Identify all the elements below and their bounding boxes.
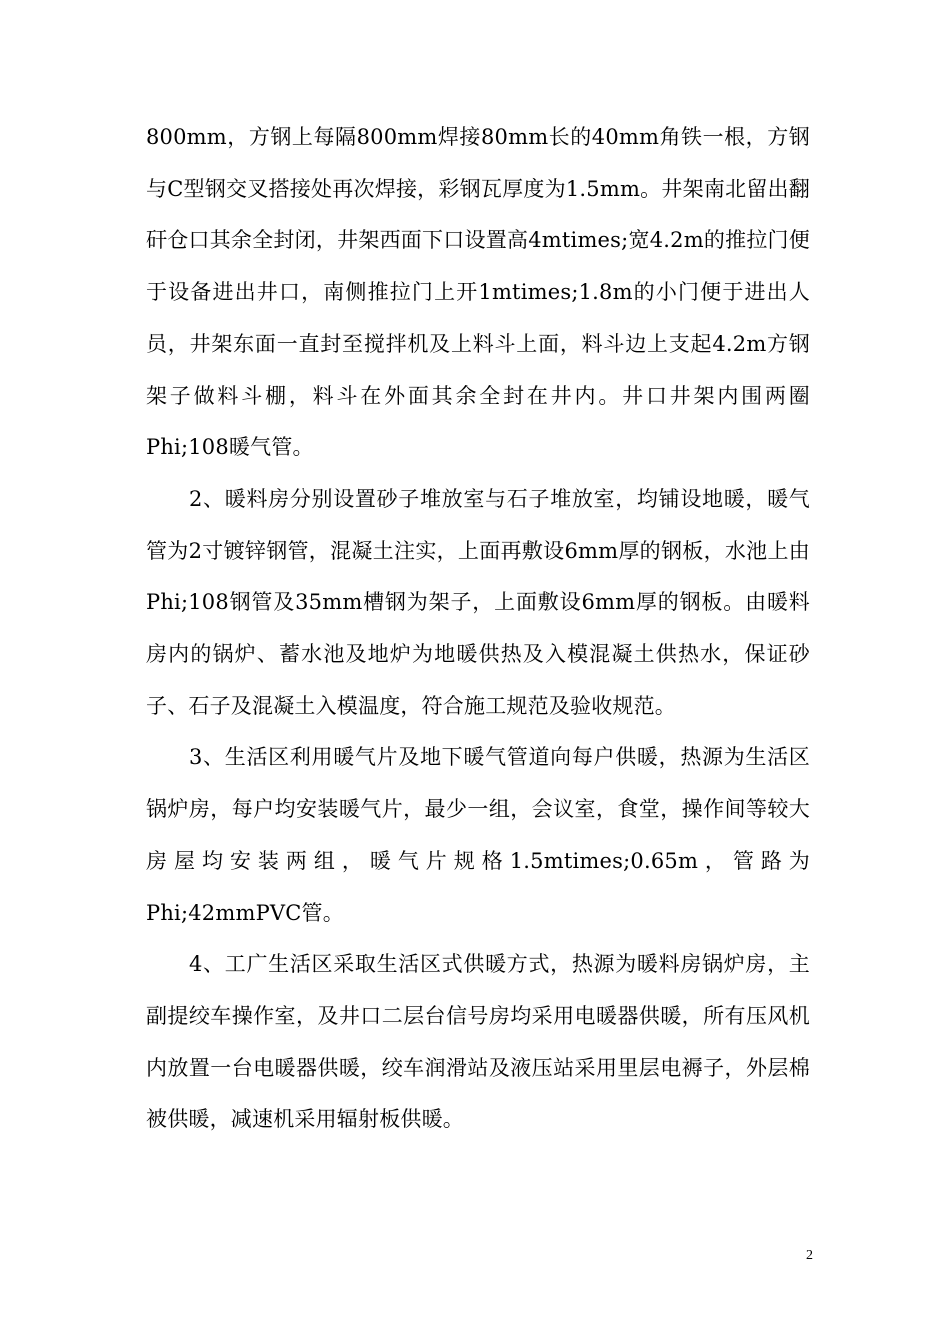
document-body	[146, 112, 810, 1146]
paragraph-item-4: 4、工广生活区采取生活区式供暖方式，热源为暖料房锅炉房，主副提绞车操作室，及井口二层台信号房均采用电暖器供暖，所有压风机内放置一台电暖器供暖，绞车润滑站及液压站采用里层电褥子，外层棉被供暖，减速机采用辐射板供暖。	[146, 952, 810, 1132]
page-number: 2	[806, 1248, 813, 1263]
paragraph-continued: 800mm，方钢上每隔800mm焊接80mm长的40mm角铁一根，方钢与C型钢交叉搭接处再次焊接，彩钢瓦厚度为1.5mm。井架南北留出翻矸仓口其余全封闭，井架西面下口设置高4mtimes;宽4.2m的推拉门便于设备进出井口，南侧推拉门上开1mtimes;1.8m的小门便于进出人员，井架东面一直封至搅拌机及上料斗上面，料斗边上支起4.2m方钢架子做料斗棚，料斗在外面其余全封在井内。井口井架内围两圈Phi;108暖气管。	[146, 125, 810, 460]
paragraph-item-2: 2、暖料房分别设置砂子堆放室与石子堆放室，均铺设地暖，暖气管为2寸镀锌钢管，混凝土注实，上面再敷设6mm厚的钢板，水池上由Phi;108钢管及35mm槽钢为架子，上面敷设6mm厚的钢板。由暖料房内的锅炉、蓄水池及地炉为地暖供热及入模混凝土供热水，保证砂子、石子及混凝土入模温度，符合施工规范及验收规范。	[146, 486, 810, 718]
paragraph-item-3: 3、生活区利用暖气片及地下暖气管道向每户供暖，热源为生活区锅炉房，每户均安装暖气片，最少一组，会议室，食堂，操作间等较大房屋均安装两组，暖气片规格1.5mtimes;0.65m，管路为Phi;42mmPVC管。	[146, 745, 810, 925]
